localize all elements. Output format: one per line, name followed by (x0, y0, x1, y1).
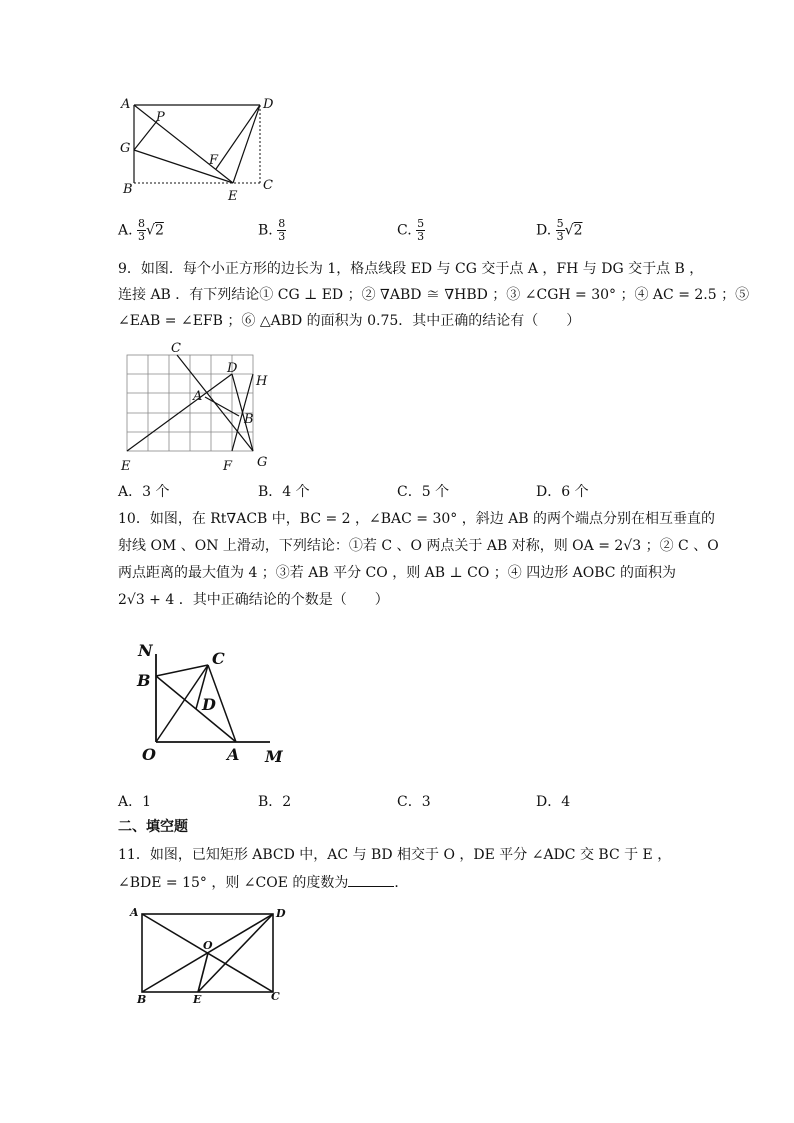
q8-option-d: D. $\frac{5}{3}$ √2 (536, 217, 583, 243)
q8-option-c: C. $\frac{5}{3}$ (397, 217, 425, 243)
q10-option-a: A．1 (118, 794, 152, 810)
q10-label-a: A (227, 745, 240, 764)
label-d: D (263, 97, 274, 112)
q10-label-d: D (202, 695, 216, 714)
q9-option-d: D．6 个 (536, 484, 589, 500)
q9-line-2: 连接 AB ．有下列结论① CG ⊥ ED ；② ∇ABD ≅ ∇HBD ；③ ∠CGH = 30° ；④ AC = 2.5 ；⑤ (118, 287, 750, 303)
q10-label-m: M (265, 747, 283, 766)
q10-label-c: C (212, 649, 225, 668)
q9-label-h: H (256, 374, 268, 389)
label-b: B (123, 182, 133, 197)
q9-option-b: B．4 个 (258, 484, 310, 500)
q9-label-e: E (121, 459, 131, 474)
label-p: P (156, 110, 165, 125)
q10-option-c: C．3 (397, 794, 431, 810)
section-title-fill-in: 二、填空题 (118, 819, 188, 835)
label-g: G (120, 141, 131, 156)
answer-blank[interactable] (348, 872, 394, 887)
q9-option-a: A．3 个 (118, 484, 170, 500)
q9-label-d: D (227, 361, 238, 376)
q9-label-f: F (223, 459, 233, 474)
label-c: C (263, 178, 273, 193)
q8-option-b: B. $\frac{8}{3}$ (258, 217, 286, 243)
q9-option-c: C．5 个 (397, 484, 450, 500)
label-f: F (209, 153, 219, 168)
q10-line-2: 射线 OM 、ON 上滑动，下列结论：①若 C 、O 两点关于 AB 对称，则 OA = 2√3 ；② C 、O (118, 538, 719, 554)
q11-label-b: B (137, 993, 147, 1005)
q10-option-d: D．4 (536, 794, 571, 810)
q8-option-a: A. $\frac{8}{3}$ √2 (118, 217, 164, 243)
label-e: E (228, 189, 238, 204)
q11-label-o: O (203, 939, 213, 952)
q10-line-1: 10．如图，在 Rt∇ACB 中，BC = 2 ，∠BAC = 30° ，斜边 AB 的两个端点分别在相互垂直的 (118, 511, 716, 527)
q10-line-3: 两点距离的最大值为 4 ；③若 AB 平分 CO ，则 AB ⊥ CO ；④ 四边形 AOBC 的面积为 (118, 565, 676, 581)
q9-line-3: ∠EAB = ∠EFB ；⑥ △ABD 的面积为 0.75．其中正确的结论有（ ） (118, 313, 581, 329)
q10-label-o: O (142, 745, 156, 764)
q11-label-d: D (276, 907, 286, 920)
q10-label-n: N (138, 641, 153, 660)
q10-label-b: B (137, 671, 151, 690)
q9-line-1: 9．如图．每个小正方形的边长为 1，格点线段 ED 与 CG 交于点 A ，FH 与 DG 交于点 B ， (118, 261, 704, 277)
figure-rectangle-q11 (128, 902, 293, 1005)
q9-label-c: C (171, 341, 181, 356)
label-a: A (121, 97, 131, 112)
q9-label-a: A (193, 389, 203, 404)
q9-label-g: G (257, 455, 268, 470)
figure-right-angle-q10 (130, 636, 290, 768)
figure-rectangle-abcd-1 (112, 92, 282, 204)
q10-line-4: 2√3 + 4 ．其中正确结论的个数是（ ） (118, 592, 389, 608)
q11-label-c: C (271, 990, 280, 1003)
q11-label-e: E (193, 993, 202, 1005)
q11-line-2: ∠BDE = 15° ，则 ∠COE 的度数为 ． (118, 872, 408, 893)
figure-grid-q9 (118, 340, 278, 475)
q9-label-b: B (244, 412, 254, 427)
q10-option-b: B．2 (258, 794, 292, 810)
q11-line-1: 11．如图，已知矩形 ABCD 中，AC 与 BD 相交于 O ，DE 平分 ∠ADC 交 BC 于 E ， (118, 847, 672, 863)
q11-label-a: A (130, 906, 139, 919)
